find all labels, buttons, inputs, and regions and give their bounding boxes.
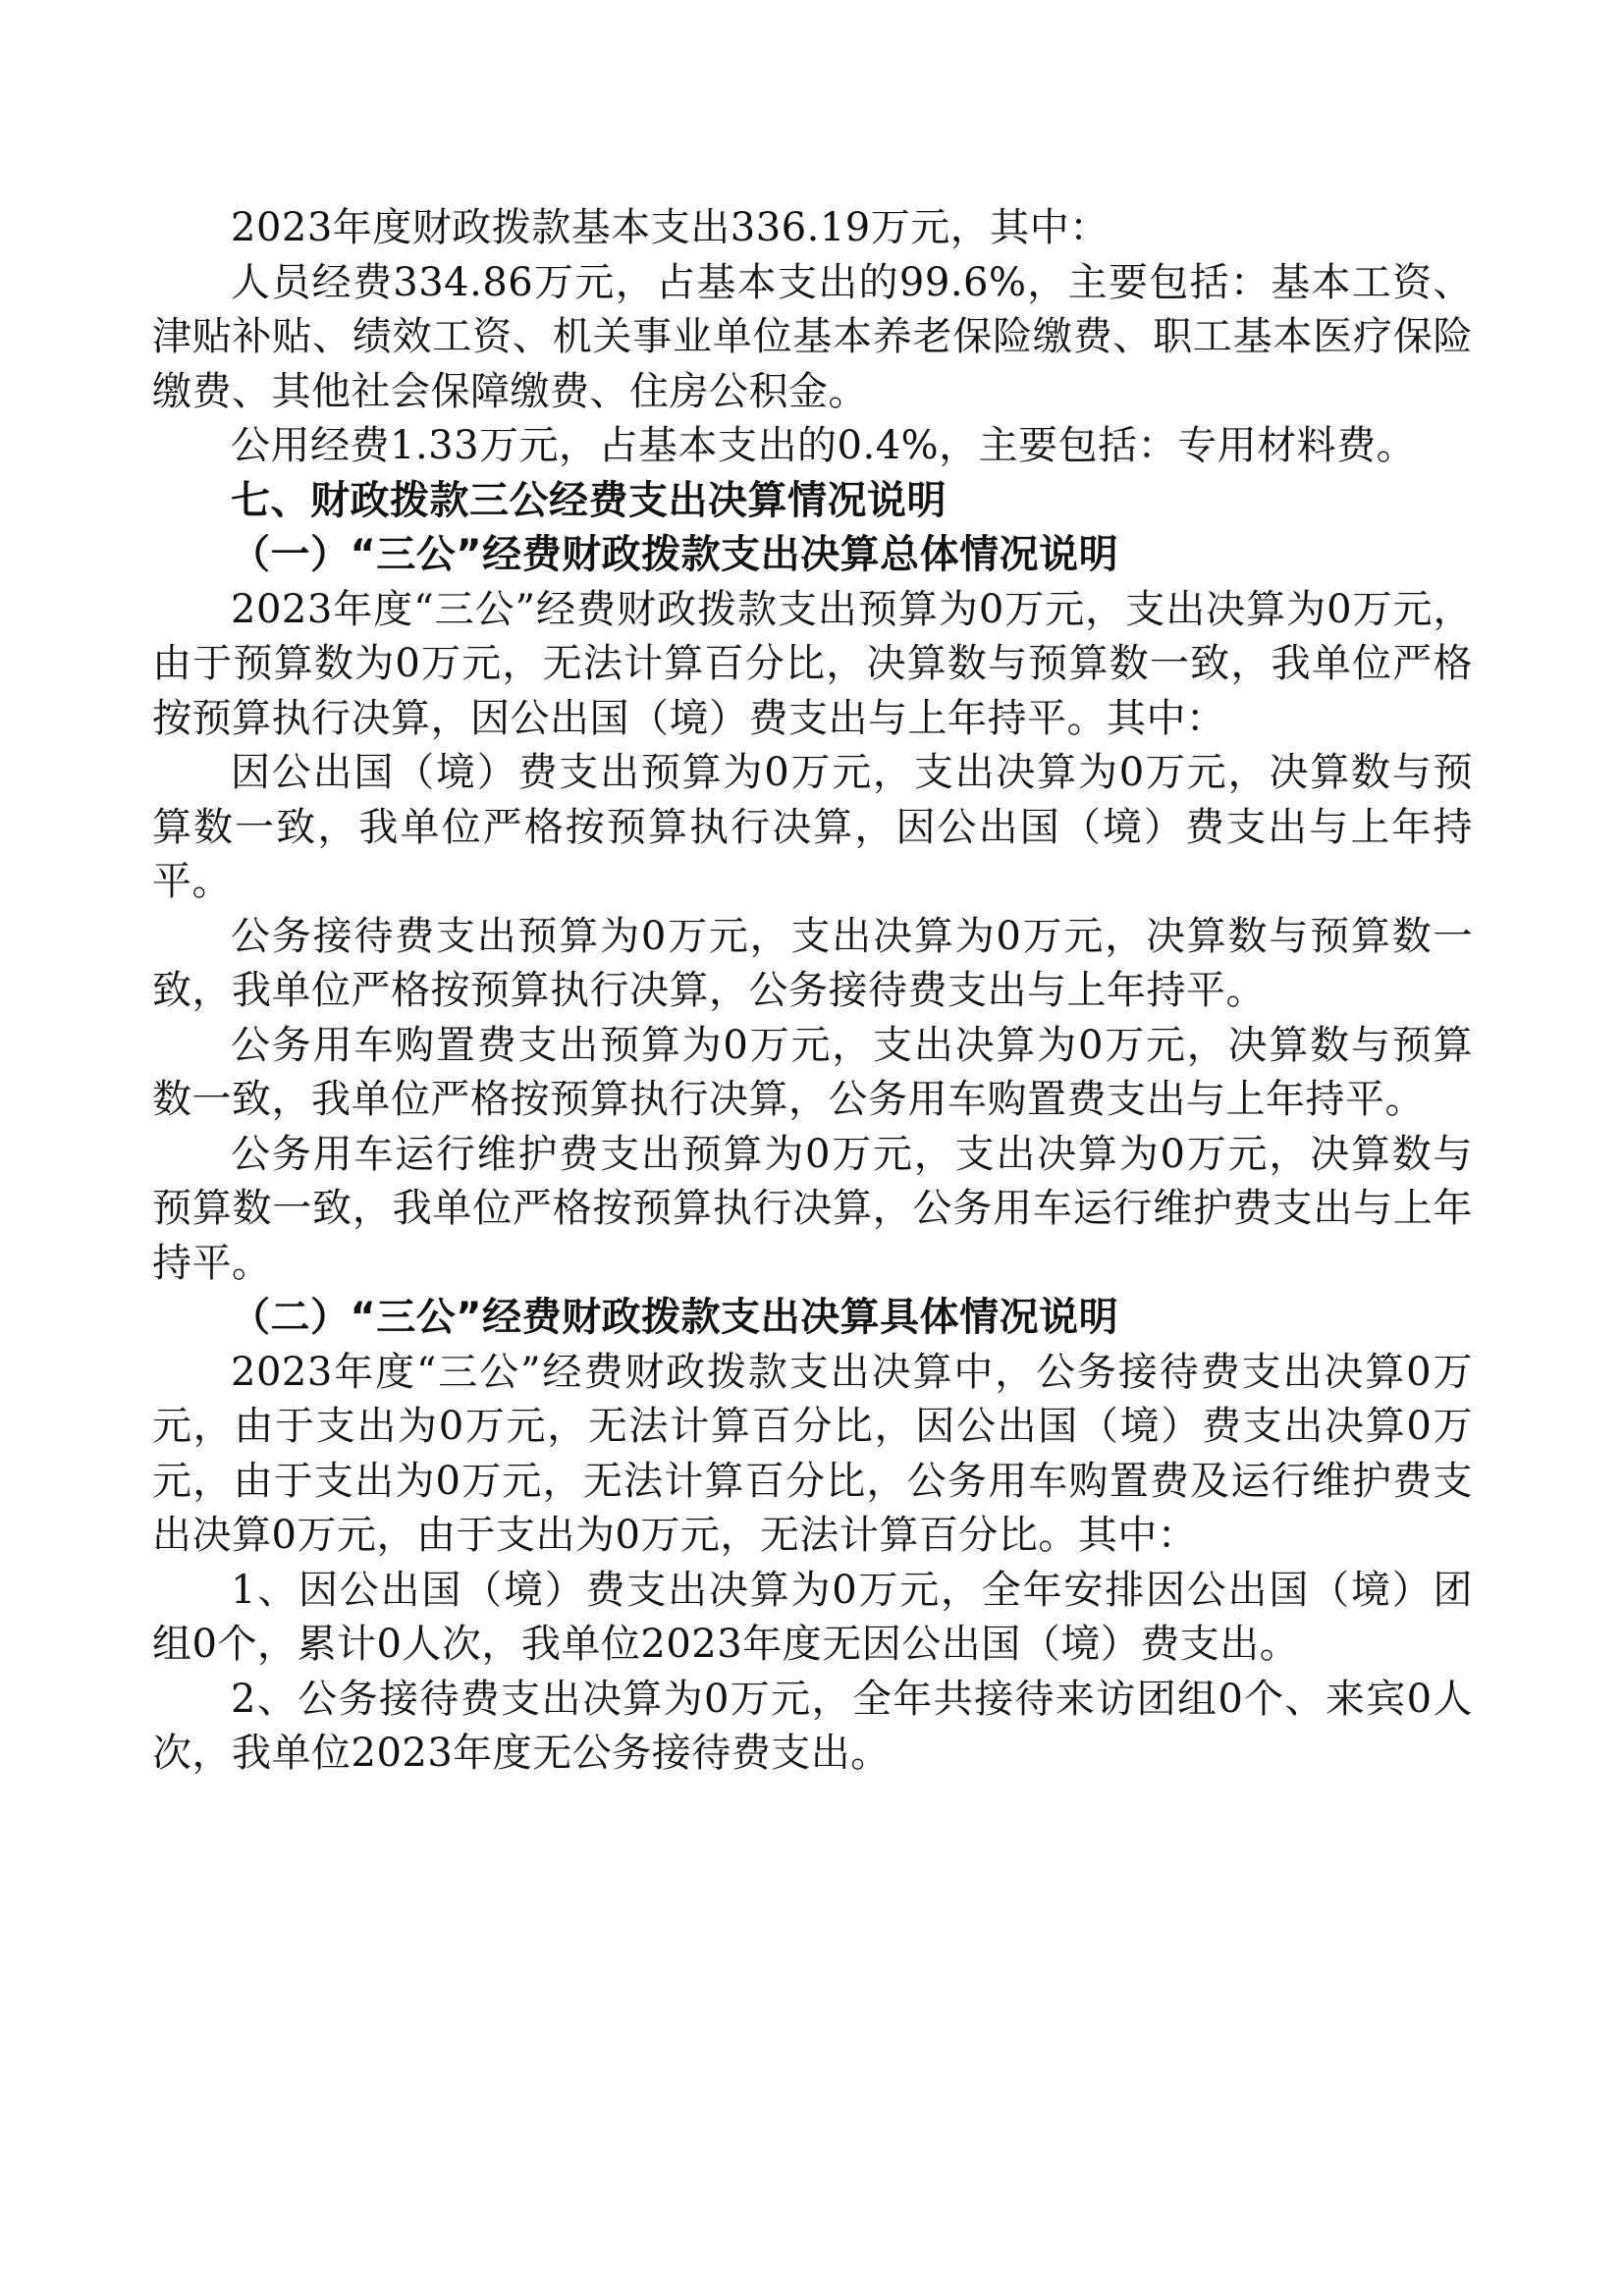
paragraph-basic-expenditure: 2023年度财政拨款基本支出336.19万元，其中： (231, 205, 1110, 250)
subheading-specific: （二）“三公”经费财政拨款支出决算具体情况说明 (231, 1295, 1119, 1340)
document-body (152, 201, 1473, 1782)
paragraph-item-reception: 2、公务接待费支出决算为0万元，全年共接待来访团组0个、来宾0人次，我单位2023年度无公务接待费支出。 (152, 1676, 1473, 1776)
paragraph-personnel-expenses: 人员经费334.86万元，占基本支出的99.6%，主要包括：基本工资、津贴补贴、绩效工资、机关事业单位基本养老保险缴费、职工基本医疗保险缴费、其他社会保障缴费、住房公积金。 (152, 259, 1473, 414)
paragraph-reception: 公务接待费支出预算为0万元，支出决算为0万元，决算数与预算数一致，我单位严格按预算执行决算，公务接待费支出与上年持平。 (152, 913, 1473, 1013)
paragraph-item-overseas: 1、因公出国（境）费支出决算为0万元，全年安排因公出国（境）团组0个，累计0人次，我单位2023年度无因公出国（境）费支出。 (152, 1567, 1473, 1667)
section-heading-three-public: 七、财政拨款三公经费支出决算情况说明 (231, 477, 947, 523)
subheading-overall: （一）“三公”经费财政拨款支出决算总体情况说明 (231, 532, 1119, 577)
paragraph-overall-summary: 2023年度“三公”经费财政拨款支出预算为0万元，支出决算为0万元，由于预算数为0万元，无法计算百分比，决算数与预算数一致，我单位严格按预算执行决算，因公出国（境）费支出与上年持平。其中： (152, 586, 1473, 741)
paragraph-vehicle-purchase: 公务用车购置费支出预算为0万元，支出决算为0万元，决算数与预算数一致，我单位严格按预算执行决算，公务用车购置费支出与上年持平。 (152, 1022, 1473, 1122)
paragraph-public-expenses: 公用经费1.33万元，占基本支出的0.4%，主要包括：专用材料费。 (231, 423, 1417, 468)
paragraph-vehicle-maintenance: 公务用车运行维护费支出预算为0万元，支出决算为0万元，决算数与预算数一致，我单位严格按预算执行决算，公务用车运行维护费支出与上年持平。 (152, 1131, 1473, 1286)
paragraph-overseas-travel: 因公出国（境）费支出预算为0万元，支出决算为0万元，决算数与预算数一致，我单位严格按预算执行决算，因公出国（境）费支出与上年持平。 (152, 750, 1473, 904)
paragraph-specific-summary: 2023年度“三公”经费财政拨款支出决算中，公务接待费支出决算0万元，由于支出为0万元，无法计算百分比，因公出国（境）费支出决算0万元，由于支出为0万元，无法计算百分比，公务用车购置费及运行维护费支出决算0万元，由于支出为0万元，无法计算百分比。其中： (152, 1349, 1473, 1558)
